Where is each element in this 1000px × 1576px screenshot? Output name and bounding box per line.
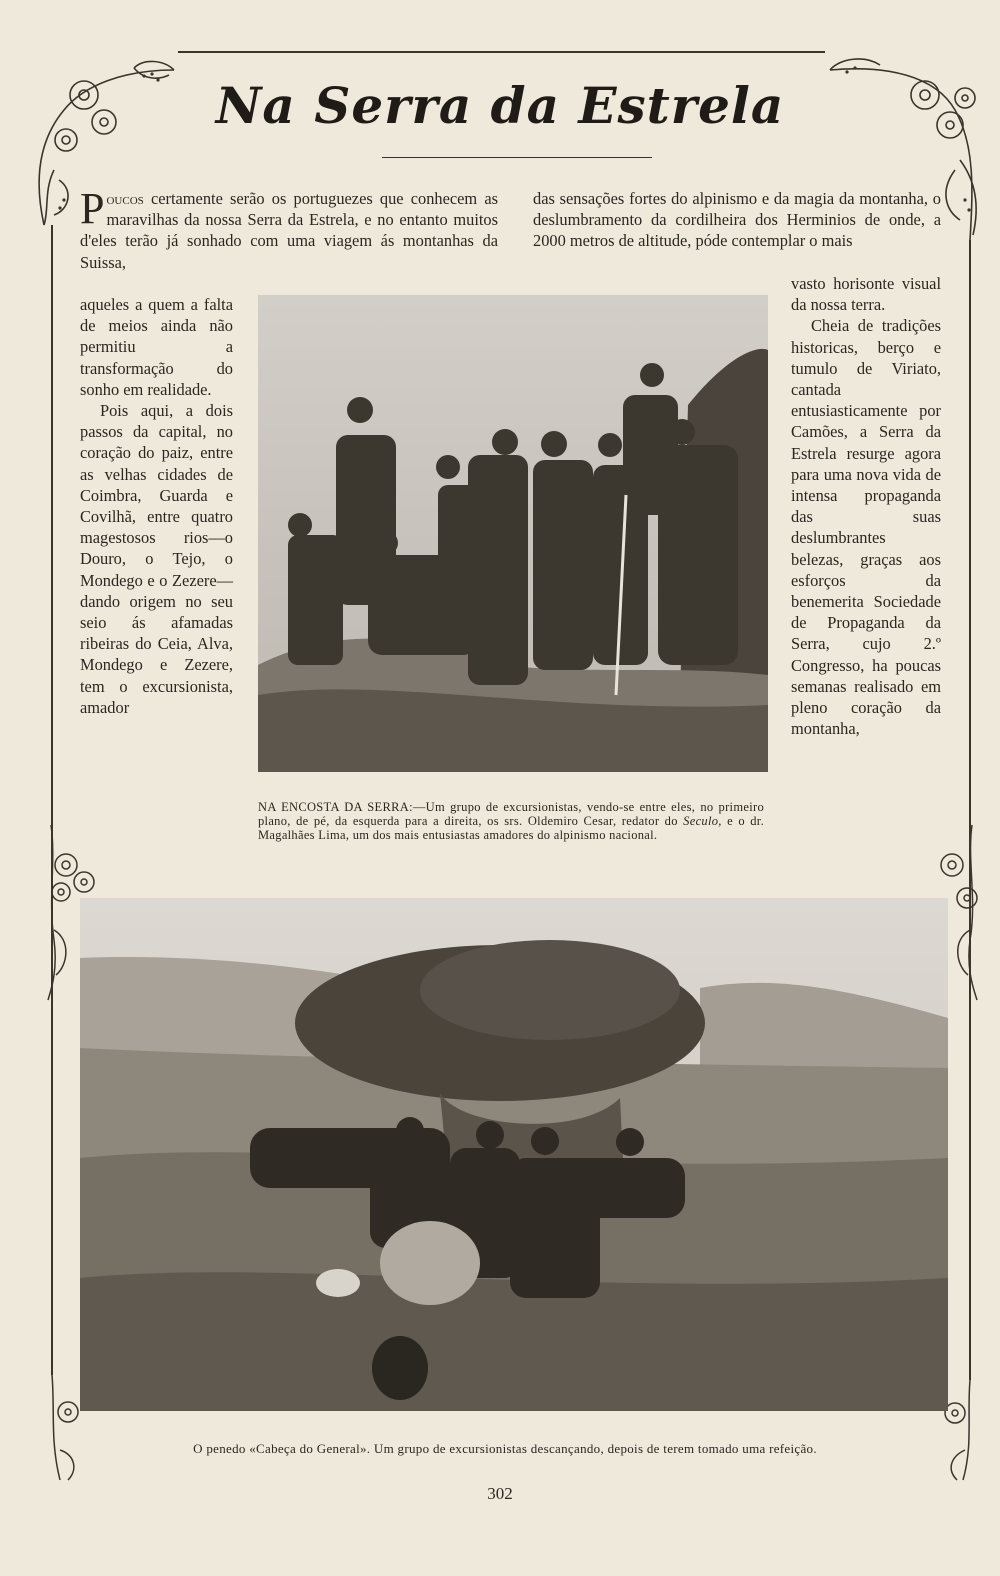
caption-1-text-b: , e o dr. Magalhães Lima, um dos mais entusiastas amadores do alpinismo nacional. [258,814,764,842]
caption-1-text-a: —Um grupo de excursionistas, vendo-se entre eles, no primeiro plano, de pé, da esquerda para a direita, os srs. Oldemiro Cesar, redator do [258,800,764,828]
left-paragraph-2: Pois aqui, a dois passos da capital, no coração do paiz, entre as velhas cidades de Coimbra, Guarda e Covilhã, entre quatro magestosos rios—o Douro, o Tejo, o Mondego e o Zezere—dando origem no seu seio ás afamadas ribeiras do Ceia, Alva, Mondego e Zezere, tem o excursionista, amador [80,401,233,717]
drop-cap: P [80,184,105,233]
caption-1-lead: NA ENCOSTA DA SERRA: [258,800,413,814]
frame-right-rule [969,240,971,1380]
intro-text [80,184,498,273]
page-number: 302 [487,1484,513,1503]
photo-1-illustration [258,295,768,772]
intro-first-word: oucos [106,189,144,208]
photo-1-caption [258,800,764,842]
right-paragraph-2: Cheia de tradições historicas, berço e tumulo de Viriato, cantada entusiasticamente por Camões, a Serra da Estrela resurge agora para uma nova vida de intensa propaganda das suas deslumbrantes belezas, graças aos esforços da benemerita Sociedade de Propaganda da Serra, cujo 2.º Congresso, ha poucas semanas realisado em pleno coração da montanha, [791,316,941,739]
caption-1-italic: Seculo [683,814,719,828]
right-paragraph-1: vasto horisonte visual da nossa terra. [791,274,941,315]
frame-top-rule [178,51,825,53]
photo-cabeca-do-general [80,898,948,1411]
right-top-lines: das sensações fortes do alpinismo e da magia da montanha, o deslumbramento da cordilheira dos Herminios de onde, a 2000 metros de altitude, póde contemplar o mais [533,189,941,251]
photo-excursionists-slope [258,295,768,772]
photo-2-illustration [80,898,948,1411]
intro-lines: certamente serão os portuguezes que conhecem as maravilhas da nossa Serra da Estrela, e no entanto muitos d'eles terão já sonhado com uma viagem ás montanhas da Suissa, [80,189,498,272]
frame-left-rule [51,225,53,1375]
left-paragraph-1: aqueles a quem a falta de meios ainda não permitiu a transformação do sonho em realidade. [80,295,233,399]
article-title: Na Serra da Estrela [215,76,785,135]
left-column [80,294,233,718]
photo-2-caption: O penedo «Cabeça do General». Um grupo de excursionistas descançando, depois de terem tomado uma refeição. [193,1441,817,1456]
title-underline [382,157,652,158]
right-top-text [533,188,941,252]
right-column [791,273,941,739]
